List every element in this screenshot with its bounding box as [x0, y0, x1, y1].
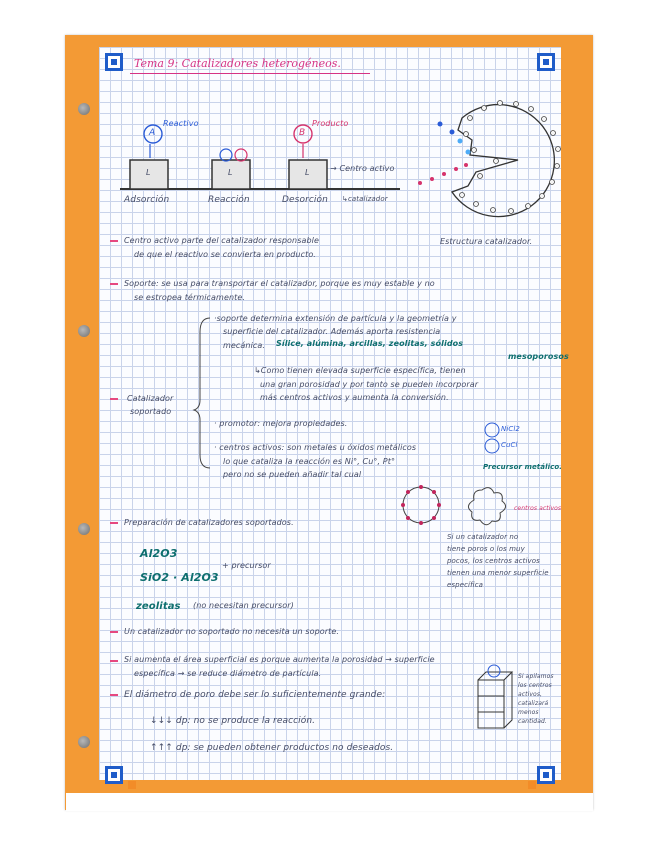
note-si-1: Si un catalizador no — [447, 533, 519, 541]
page-title: Tema 9: Catalizadores heterogéneos. — [134, 57, 341, 70]
centros-activos-tag: centros activos — [514, 505, 562, 512]
note-centros-1: · centros activos: son metales u óxidos metálicos — [214, 443, 417, 452]
bullet-arrows — [110, 240, 118, 696]
letter-a: A — [149, 128, 156, 138]
reactivo-label: Reactivo — [163, 119, 199, 128]
step-adsorcion: Adsorción — [124, 195, 170, 205]
support-sites — [401, 485, 441, 525]
note-soporte-2: se estropea térmicamente. — [134, 293, 246, 302]
note-area-1: Si aumenta el área superficial es porque aumenta la porosidad → superficie — [124, 655, 435, 664]
block-label-2: L — [228, 168, 233, 177]
precursor-label: + precursor — [222, 561, 271, 570]
adsorbed-b-circle — [235, 149, 247, 161]
soportado-bracket — [194, 318, 210, 468]
note-sd-2: superficie del catalizador. Además aporta resistencia — [223, 327, 441, 336]
note-si-3: pocos, los centros activos — [447, 557, 540, 565]
note-sd-1: ·soporte determina extensión de partícula y la geometría y — [214, 314, 457, 323]
zeolitas-note: (no necesitan precursor) — [193, 601, 294, 610]
note-area-2: específica → se reduce diámetro de partícula. — [134, 669, 322, 678]
note-sd-4: ↳Como tienen elevada superficie específica, tienen — [254, 366, 466, 375]
letter-b: B — [299, 128, 306, 138]
cu-label: CuCl — [501, 441, 518, 449]
stack-site-circle — [488, 665, 500, 677]
note-centros-2: lo que cataliza la reacción es Ni°, Cu°, Pt° — [223, 457, 396, 466]
note-si-5: específica — [447, 581, 484, 589]
estructura-label: Estructura catalizador. — [440, 237, 533, 246]
note-promotor: · promotor: mejora propiedades. — [214, 419, 348, 428]
note-up: ↑↑↑ dp: se pueden obtener productos no deseados. — [150, 743, 394, 753]
stack-note-2: los centros — [518, 682, 552, 689]
cat-soportado-2: soportado — [130, 407, 172, 416]
block-label-1: L — [146, 168, 151, 177]
note-centro-activo-1: Centro activo parte del catalizador responsable — [124, 236, 320, 245]
stack-note-3: activos, — [518, 691, 543, 698]
note-no-soportado: Un catalizador no soportado no necesita un soporte. — [124, 627, 340, 636]
stack-note-4: catalizará — [518, 700, 549, 707]
adsorbed-a-circle — [220, 149, 232, 161]
centro-activo-label: → Centro activo — [330, 164, 395, 173]
note-soporte-1: Soporte: se usa para transportar el catalizador, porque es muy estable y no — [124, 279, 435, 288]
cube-stack — [478, 672, 512, 728]
formula-al2o3: Al2O3 — [140, 547, 178, 560]
block-label-3: L — [305, 168, 310, 177]
catalizador-label: ↳catalizador — [342, 195, 388, 203]
note-centros-3: pero no se pueden añadir tal cual — [223, 470, 362, 479]
catalyst-active-sites — [460, 101, 561, 214]
stack-note-5: menos — [518, 709, 539, 716]
stack-note-1: Si apilamos — [518, 673, 554, 680]
note-sd-materials: Sílice, alúmina, arcillas, zeolitas, sólidos — [276, 339, 464, 348]
formula-sio2: SiO2 · Al2O3 — [140, 571, 219, 584]
note-sd-mesoporosos: mesoporosos — [508, 352, 569, 361]
step-reaccion: Reacción — [208, 195, 250, 205]
ni-circle — [485, 423, 499, 437]
ni-label: NiCl2 — [501, 425, 520, 433]
note-sd-6: más centros activos y aumenta la conversión. — [260, 393, 449, 402]
note-si-4: tienen una menor superficie — [447, 569, 549, 577]
precursor-metalico-label: Precursor metálico. — [483, 463, 562, 471]
cu-circle — [485, 439, 499, 453]
note-down: ↓↓↓ dp: no se produce la reacción. — [150, 716, 316, 726]
note-diametro: El diámetro de poro debe ser lo suficientemente grande: — [124, 690, 386, 700]
porous-particle — [468, 488, 505, 525]
step-desorcion: Desorción — [282, 195, 328, 205]
producto-label: Producto — [312, 119, 349, 128]
reactant-dots — [438, 122, 471, 155]
catalyst-structure-outline — [452, 105, 554, 217]
note-si-2: tiene poros o los muy — [447, 545, 525, 553]
stack-note-6: cantidad. — [518, 718, 547, 725]
product-dots — [418, 163, 468, 185]
zeolitas-label: zeolitas — [136, 601, 181, 612]
cat-soportado-1: Catalizador — [127, 394, 174, 403]
note-sd-3: mecánica. — [223, 341, 266, 350]
note-prep: Preparación de catalizadores soportados. — [124, 518, 294, 527]
note-sd-5: una gran porosidad y por tanto se pueden incorporar — [260, 380, 479, 389]
note-centro-activo-2: de que el reactivo se convierta en producto. — [134, 250, 316, 259]
